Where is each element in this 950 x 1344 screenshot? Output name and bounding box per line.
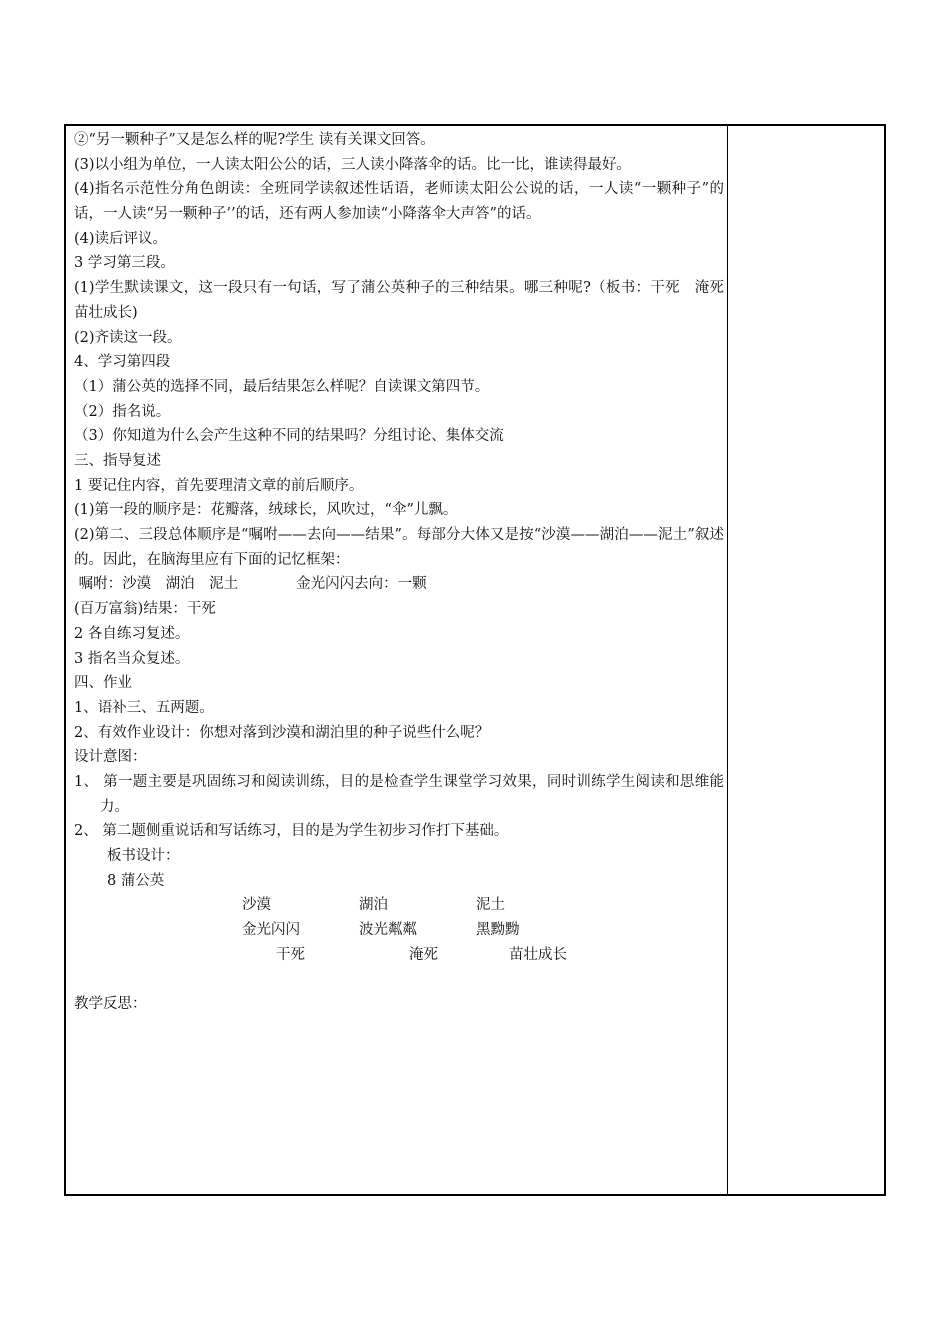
section-heading: 三、指导复述 bbox=[74, 453, 161, 469]
board-cell: 波光粼粼 bbox=[359, 922, 417, 939]
reflection-label: 教学反思： bbox=[74, 996, 147, 1013]
board-cell: 泥土 bbox=[476, 897, 505, 914]
text-line: (1)第一段的顺序是：花瓣落，绒球长，风吹过，“伞”儿飘。 bbox=[74, 502, 458, 519]
text-line: 3 学习第三段。 bbox=[74, 255, 175, 272]
board-cell: 金光闪闪 bbox=[242, 922, 300, 939]
board-cell: 湖泊 bbox=[359, 897, 388, 914]
lesson-content-cell bbox=[74, 128, 724, 1017]
text-line: 嘱咐：沙漠 湖泊 泥土 金光闪闪去向：一颗 bbox=[74, 576, 427, 593]
board-title: 8 蒲公英 bbox=[107, 872, 165, 889]
text-line: 设计意图： bbox=[74, 749, 147, 766]
intent-item: 1、 第一题主要是巩固练习和阅读训练，目的是检查学生课堂学习效果，同时训练学生阅读和思维能力。 bbox=[74, 773, 724, 815]
text-line: 4、学习第四段 bbox=[74, 354, 171, 371]
text-line: （3）你知道为什么会产生这种不同的结果吗？分组讨论、集体交流 bbox=[74, 428, 504, 445]
text-line: (4)读后评议。 bbox=[74, 230, 168, 247]
text-line: ②“另一颗种子”又是怎么样的呢?学生 读有关课文回答。 bbox=[74, 132, 435, 148]
board-cell: 沙漠 bbox=[242, 897, 271, 914]
spacer bbox=[74, 968, 724, 993]
text-line: （2）指名说。 bbox=[74, 403, 171, 420]
text-line: （1）蒲公英的选择不同，最后结果怎么样呢？自读课文第四节。 bbox=[74, 378, 490, 395]
section-heading: 四、作业 bbox=[74, 675, 132, 692]
text-line: (2)齐读这一段。 bbox=[74, 329, 182, 346]
intent-item: 2、 第二题侧重说话和写话练习，目的是为学生初步习作打下基础。 bbox=[74, 823, 509, 840]
board-cell: 干死 bbox=[276, 946, 305, 963]
text-line: 1 要记住内容，首先要理清文章的前后顺序。 bbox=[74, 477, 364, 494]
board-cell: 黑黝黝 bbox=[476, 922, 520, 939]
board-row bbox=[74, 893, 724, 918]
column-divider bbox=[727, 126, 728, 1194]
lesson-table bbox=[64, 124, 886, 1196]
board-row bbox=[74, 918, 724, 943]
board-design-label: 板书设计： bbox=[107, 848, 180, 865]
board-cell: 淹死 bbox=[409, 946, 438, 963]
text-line: 1、语补三、五两题。 bbox=[74, 699, 214, 716]
text-line: (4)指名示范性分角色朗读：全班同学读叙述性话语，老师读太阳公公说的话，一人读“一颗种子”的话，一人读“另一颗种子’’的话，还有两人参加读“小降落伞大声答”的话。 bbox=[74, 181, 724, 223]
text-line: (1)学生默读课文，这一段只有一句话，写了蒲公英种子的三种结果。哪三种呢?（板书：干死 淹死 苗壮成长) bbox=[74, 280, 724, 321]
text-line: 2 各自练习复述。 bbox=[74, 625, 190, 642]
text-line: 2、有效作业设计：你想对落到沙漠和湖泊里的种子说些什么呢？ bbox=[74, 724, 490, 741]
text-line: 3 指名当众复述。 bbox=[74, 650, 190, 667]
text-line: (百万富翁)结果：干死 bbox=[74, 601, 216, 618]
board-row bbox=[74, 943, 724, 968]
text-line: (2)第二、三段总体顺序是“嘱咐——去向——结果”。每部分大体又是按“沙漠——湖泊——泥土”叙述的。因此，在脑海里应有下面的记忆框架： bbox=[74, 527, 724, 568]
text-line: (3)以小组为单位，一人读太阳公公的话，三人读小降落伞的话。比一比，谁读得最好。 bbox=[74, 156, 632, 173]
board-cell: 苗壮成长 bbox=[509, 946, 567, 963]
